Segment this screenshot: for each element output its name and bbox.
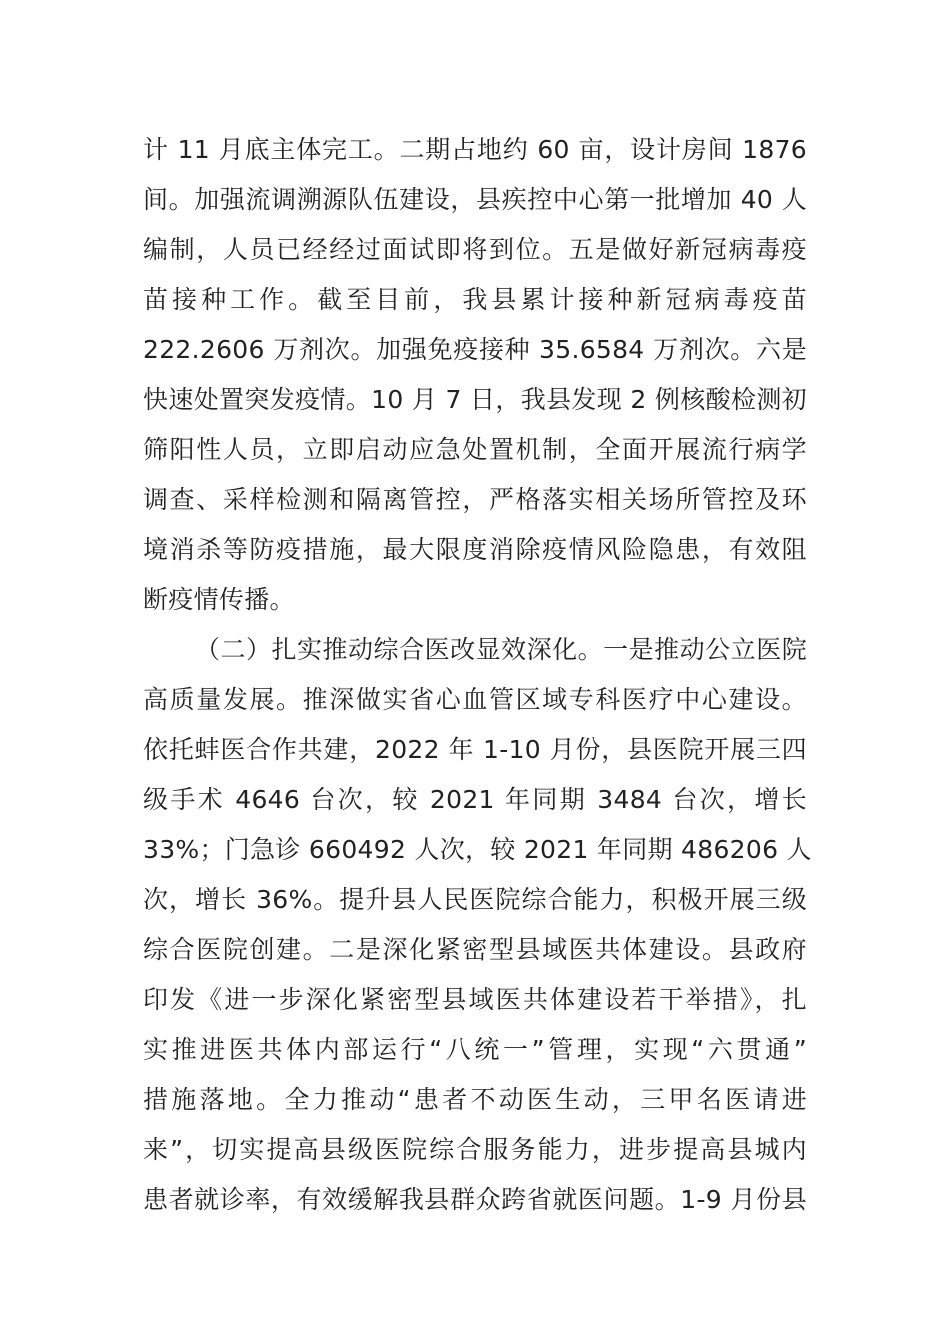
text-line: 计 11 月底主体完工。二期占地约 60 亩，设计房间 1876 xyxy=(143,135,807,164)
text-line: 综合医院创建。二是深化紧密型县域医共体建设。县政府 xyxy=(143,935,807,964)
text-line: 间。加强流调溯源队伍建设，县疾控中心第一批增加 40 人 xyxy=(143,185,807,214)
text-line: 33%；门急诊 660492 人次，较 2021 年同期 486206 人 xyxy=(143,835,812,864)
text-line: 措施落地。全力推动“患者不动医生动，三甲名医请进 xyxy=(143,1085,807,1114)
text-line: 依托蚌医合作共建，2022 年 1-10 月份，县医院开展三四 xyxy=(143,735,807,764)
text-line: 编制，人员已经经过面试即将到位。五是做好新冠病毒疫 xyxy=(143,235,807,264)
text-line: 印发《进一步深化紧密型县域医共体建设若干举措》，扎 xyxy=(143,985,807,1014)
text-line: 222.2606 万剂次。加强免疫接种 35.6584 万剂次。六是 xyxy=(143,335,807,364)
text-line: 高质量发展。推深做实省心血管区域专科医疗中心建设。 xyxy=(143,685,807,714)
text-line: 境消杀等防疫措施，最大限度消除疫情风险隐患，有效阻 xyxy=(143,535,807,564)
text-line: 实推进医共体内部运行“八统一”管理，实现“六贯通” xyxy=(143,1035,807,1064)
text-line: 筛阳性人员，立即启动应急处置机制，全面开展流行病学 xyxy=(143,435,807,464)
text-line: 来”，切实提高县级医院综合服务能力，进步提高县城内 xyxy=(143,1135,807,1164)
text-line: 次，增长 36%。提升县人民医院综合能力，积极开展三级 xyxy=(143,885,807,914)
text-line: 级手术 4646 台次，较 2021 年同期 3484 台次，增长 xyxy=(143,785,807,814)
text-line: 苗接种工作。截至目前，我县累计接种新冠病毒疫苗 xyxy=(143,285,807,314)
text-line: 快速处置突发疫情。10 月 7 日，我县发现 2 例核酸检测初 xyxy=(143,385,807,414)
text-line: 调查、采样检测和隔离管控，严格落实相关场所管控及环 xyxy=(143,485,807,514)
section-heading-line: （二）扎实推动综合医改显效深化。一是推动公立医院 xyxy=(195,635,807,664)
text-line: 断疫情传播。 xyxy=(143,585,295,614)
text-line: 患者就诊率，有效缓解我县群众跨省就医问题。1-9 月份县 xyxy=(143,1185,807,1214)
